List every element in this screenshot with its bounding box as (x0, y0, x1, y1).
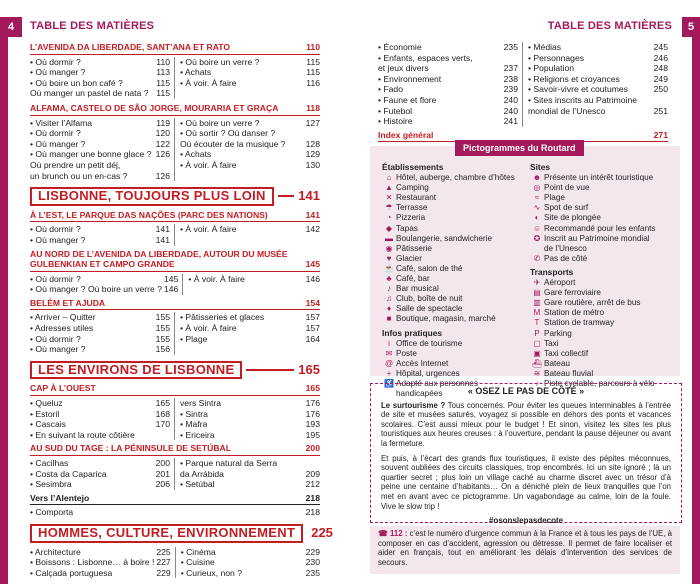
pictogram-entry (530, 203, 678, 213)
pictogram-icon: ♁ (534, 378, 540, 388)
pictogram-label: Adapté aux personnes (396, 378, 478, 388)
pictogram-icon: ✉ (385, 348, 393, 358)
pictogram-icon: ▲ (385, 183, 393, 193)
toc-entry[interactable]: • Sesimbra 206 (30, 479, 170, 490)
toc-entry[interactable]: • Futebol 240 (378, 105, 518, 116)
pictogram-icon: M (533, 308, 541, 318)
pictogram-label: Spot de surf (544, 203, 589, 213)
toc-entry[interactable]: • Adresses utiles 155 (30, 323, 170, 334)
pictogram-icon: ☕ (384, 263, 394, 273)
pictogram-label: Taxi collectif (544, 348, 589, 358)
toc-entries (30, 118, 320, 182)
toc-entry[interactable]: • Sites inscrits au Patrimoine (528, 94, 638, 105)
pictogram-label: Point de vue (544, 183, 590, 193)
pictogram-label: Terrasse (396, 203, 428, 213)
pictogram-icon: @ (384, 358, 394, 368)
pictogram-label: handicapées (396, 389, 443, 399)
pictogram-label: Bateau fluvial (544, 368, 594, 378)
toc-entry[interactable]: • Savoir-vivre et coutumes 250 (528, 84, 668, 95)
pictogram-entry (530, 254, 678, 264)
pictogram-label: Taxi (544, 338, 559, 348)
pictogram-entry (382, 339, 532, 349)
pictogram-label: Site de plongée (544, 213, 601, 223)
pictogram-icon: + (386, 368, 392, 378)
chapter-environs[interactable]: LES ENVIRONS DE LISBONNE 165 (30, 361, 320, 380)
osez-hashtag: #osonslepasdecote (488, 516, 564, 526)
pictogram-icon: ♫ (386, 294, 392, 304)
left-toc-column (30, 42, 333, 578)
pictogram-entry (382, 349, 532, 359)
toc-entry[interactable]: • Où dormir ? 155 (30, 333, 170, 344)
toc-entries (30, 547, 320, 579)
toc-entry[interactable]: • Où manger ? 156 (30, 344, 170, 355)
pictogram-icon: ☂ (385, 203, 393, 213)
toc-entry[interactable]: • Environnement 238 (378, 73, 518, 84)
pictogram-entry (530, 369, 678, 379)
pictogram-entry (530, 173, 678, 183)
pictogram-label: Recommandé pour les enfants (544, 223, 656, 233)
pictogram-icon: ⛴ (531, 358, 543, 368)
osez-paragraph-1: Le surtourisme ? Tous concernés. Pour éviter les queues interminables à l’entrée de site et musées saturés, voyagez si possible en dehors des ponts et vacances scolaires. C’est aussi mieux pour le budget ! Et sinon, visitez les sites les plus touristiques aux heures creuses : à l’ouverture, pendant la pause déjeuner ou avant la fermeture. (381, 400, 671, 448)
pictogram-entry (530, 359, 678, 369)
toc-entry[interactable]: • Plage 164 (180, 333, 320, 344)
toc-entry[interactable]: • Où dormir ? 145 (30, 273, 179, 284)
pictogram-label: de l’Unesco (544, 243, 587, 253)
pictogram-entry (530, 329, 678, 339)
toc-entry[interactable]: • Achats 129 (180, 149, 320, 160)
infos-heading: Infos pratiques (382, 327, 443, 338)
pictogram-label: Camping (396, 183, 429, 193)
pictogram-entry (382, 254, 532, 264)
toc-entry[interactable]: • Mafra 193 (180, 419, 320, 430)
toc-entry[interactable]: da Arrábida 209 (180, 468, 320, 479)
toc-entry[interactable]: • Où boire un bon café ? 115 (30, 77, 170, 88)
pictogram-entry (382, 274, 532, 284)
pictogram-icon: ◐ (534, 213, 540, 223)
right-page-header: TABLE DES MATIÈRES (547, 20, 672, 32)
etablissements-heading: Établissements (382, 162, 444, 172)
toc-entry[interactable]: vers Sintra 176 (180, 398, 320, 409)
toc-entry[interactable]: • À voir. À faire 130 (180, 159, 320, 170)
toc-entry[interactable]: et jeux divers 237 (378, 63, 518, 74)
pictogram-icon: ♣ (386, 274, 392, 284)
pictogram-entry (382, 234, 532, 244)
pictogram-label: Inscrit au Patrimoine mondial (544, 233, 650, 243)
urgence-box: ☎ 112 : c’est le numéro d’urgence commun à la France et à tous les pays de l’UE, à composer en cas d’accident, agression ou détresse. Il permet de faire localiser et aider en français, tout en améliorant les délais d’intervention des services de secours. (370, 526, 680, 574)
toc-entry[interactable]: • À voir. À faire 146 (188, 273, 320, 284)
pictogram-entry (530, 234, 678, 244)
pictogram-icon: ⌂ (386, 173, 392, 183)
urgence-label: ☎ 112 : (378, 529, 408, 538)
pictogram-entry (530, 308, 678, 318)
toc-section-setubal[interactable]: AU SUD DU TAGE : LA PÉNINSULE DE SETÚBAL 200 (30, 443, 320, 456)
pictogram-icon: ✪ (533, 233, 541, 243)
toc-entries (378, 42, 668, 127)
pictogram-label: Plage (544, 193, 565, 203)
osez-paragraph-2: Et puis, à l’écart des grands flux touristiques, il existe des pépites méconnues, souvent oubliées des circuits classiques, trop encombrés. Ici un site ignoré ; là un quartier secret ; plus loin un village caché au charme discret avec un trésor d’à peine une centaine d’habitants… On a déniché plein de lieux tranquilles que l’on met en avant avec ce pictogramme. Un vagabondage au calme, loin de la foule. Vive le slow trip ! (381, 453, 671, 511)
pictogram-entry (530, 318, 678, 328)
pictogram-label: Restaurant (396, 193, 437, 203)
pictogram-icon: ▥ (533, 298, 541, 308)
pictogram-entry (530, 349, 678, 359)
toc-section-alfama[interactable]: ALFAMA, CASTELO DE SÃO JORGE, MOURARIA ET GRAÇA 118 (30, 103, 320, 116)
pictogram-icon: ◆ (385, 223, 393, 233)
transports-heading: Transports (530, 266, 574, 277)
toc-entry[interactable]: • Queluz 165 (30, 398, 170, 409)
right-margin-strip (692, 36, 700, 584)
toc-entry[interactable]: • Médias 245 (528, 42, 668, 52)
picto-left-col (382, 162, 532, 399)
chapter-lisbonne-loin[interactable]: LISBONNE, TOUJOURS PLUS LOIN 141 (30, 187, 320, 206)
toc-entry[interactable]: un brunch ou un en-cas ? 126 (30, 170, 170, 181)
pictogram-entry (530, 224, 678, 234)
pictogram-label: Gare ferroviaire (544, 288, 601, 298)
toc-entry[interactable]: • Où manger ? 141 (30, 234, 170, 245)
sites-heading: Sites (530, 162, 551, 172)
pictogram-icon: ♪ (387, 284, 391, 294)
pictogram-entry (382, 294, 532, 304)
toc-entries (30, 57, 320, 99)
pictogram-icon: ▣ (533, 348, 541, 358)
pictogram-entry (382, 213, 532, 223)
pictogram-icon: ♿ (384, 378, 394, 388)
toc-entry[interactable]: • Visiter l’Alfama 119 (30, 117, 170, 128)
toc-entry[interactable]: • Calçada portuguesa 229 (30, 567, 171, 578)
toc-entry[interactable]: • Estoril 168 (30, 408, 170, 419)
pictogram-icon: P (534, 328, 540, 338)
pictogram-label: Glacier (396, 253, 422, 263)
toc-entry[interactable]: mondial de l’Unesco 251 (528, 105, 668, 116)
toc-entry[interactable]: • Où dormir ? 120 (30, 128, 170, 139)
toc-entries (30, 458, 320, 490)
pictogram-label: Boutique, magasin, marché (396, 314, 496, 324)
pictogram-entry (530, 298, 678, 308)
pictogram-label: Présente un intérêt touristique (544, 173, 654, 183)
toc-entry[interactable]: • Où dormir ? 141 (30, 224, 170, 235)
toc-entry[interactable]: • Comporta 218 (30, 507, 320, 518)
pictogram-label: Gare routière, arrêt de bus (544, 298, 641, 308)
pictogram-label: Bateau (544, 358, 570, 368)
toc-entry[interactable]: • Où sortir ? Où danser ? (180, 128, 276, 139)
toc-entry[interactable]: Où prendre un petit déj, (30, 159, 121, 170)
pictogram-label: Pas de côté (544, 253, 588, 263)
chapter-hommes[interactable]: HOMMES, CULTURE, ENVIRONNEMENT 225 (30, 524, 320, 543)
toc-entry[interactable]: • Où manger une bonne glace ? 126 (30, 149, 170, 160)
toc-entry[interactable]: • Où manger ? 122 (30, 138, 170, 149)
toc-section-gulbenkian[interactable]: AU NORD DE L’AVENIDA DA LIBERDADE, AUTOUR DU MUSÉE GULBENKIAN ET CAMPO GRANDE 145 (30, 249, 320, 272)
toc-entry[interactable]: • Parque natural da Serra (180, 458, 278, 468)
pictogram-entry (382, 244, 532, 254)
pictogram-label: Pâtisserie (396, 243, 432, 253)
pictogram-entry (382, 314, 532, 324)
pictogram-entry (530, 183, 678, 193)
toc-entries (30, 224, 320, 245)
pictogram-icon: ▬ (385, 233, 393, 243)
pictogram-icon: ✕ (385, 193, 393, 203)
pictogram-entry (382, 304, 532, 314)
pictogram-entry (530, 244, 678, 254)
pictogram-icon: i (388, 338, 390, 348)
pictogram-label: Tapas (396, 223, 418, 233)
toc-entry[interactable]: • Achats 115 (180, 67, 320, 78)
toc-entry[interactable]: • Religions et croyances 249 (528, 73, 668, 84)
left-margin-strip (0, 36, 8, 584)
toc-entry[interactable]: • Où manger ? 113 (30, 67, 170, 78)
pictogram-label: Parking (544, 328, 572, 338)
pictogram-icon: ♥ (386, 253, 392, 263)
pictogram-entry (530, 288, 678, 298)
pictogram-entry (382, 173, 532, 183)
toc-section-belem[interactable]: BELÉM ET AJUDA 154 (30, 298, 320, 311)
toc-entry[interactable]: • Fado 239 (378, 84, 518, 95)
pictogram-entry (382, 284, 532, 294)
toc-entry[interactable]: • Enfants, espaces verts, (378, 52, 473, 63)
toc-entry[interactable]: • Cuisine 230 (180, 557, 320, 568)
toc-entry[interactable]: • Pâtisseries et glaces 157 (180, 312, 320, 323)
toc-entry[interactable]: • Curieux, non ? 235 (180, 567, 320, 578)
toc-entry[interactable]: • Ericeira 195 (180, 429, 320, 440)
pictogram-label: Café, bar (396, 274, 430, 284)
toc-entry[interactable]: • Sintra 176 (180, 408, 320, 419)
toc-entry[interactable]: • À voir. À faire 157 (180, 323, 320, 334)
osez-box (370, 383, 682, 526)
pictogram-label: Accès Internet (396, 358, 449, 368)
toc-entry[interactable]: • À voir. À faire 116 (180, 77, 320, 88)
pictogram-entry (382, 203, 532, 213)
osez-title: « OSEZ LE PAS DE CÔTÉ » (467, 386, 585, 396)
toc-entry[interactable]: Où écouter de la musique ? 128 (180, 138, 320, 149)
pictogram-icon: ◎ (533, 183, 541, 193)
toc-section-cap[interactable]: CAP À L’OUEST 165 (30, 383, 320, 396)
pictogram-label: Pizzeria (396, 213, 426, 223)
pictogram-label: Salle de spectacle (396, 304, 463, 314)
pictogram-label: Aéroport (544, 278, 576, 288)
pictogram-entry (382, 359, 532, 369)
picto-right-col (530, 162, 678, 389)
index-general-link[interactable]: Index général 271 (378, 130, 668, 143)
pictogram-icon: ◔ (386, 213, 392, 223)
toc-entries (30, 507, 320, 518)
toc-entry[interactable]: • Arriver – Quitter 155 (30, 312, 170, 323)
toc-entries (30, 274, 320, 295)
pictogram-entry (382, 369, 532, 379)
pictogram-icon: ≈ (534, 193, 540, 203)
toc-entry[interactable]: • Où manger ? Où boire un verre ? 146 (30, 284, 179, 295)
pictogram-icon: ▤ (533, 288, 541, 298)
page-number-right: 5 (682, 17, 700, 37)
pictogram-label: Club, boîte de nuit (396, 294, 463, 304)
pictogram-icon: ♦ (386, 304, 392, 314)
pictogram-label: Bar musical (396, 284, 439, 294)
toc-entry[interactable]: • Faune et flore 240 (378, 94, 518, 105)
pictogram-entry (382, 224, 532, 234)
left-page-header: TABLE DES MATIÈRES (30, 20, 155, 32)
pictogram-icon: ≋ (533, 368, 541, 378)
toc-section-parque[interactable]: À L’EST, LE PARQUE DAS NAÇÕES (PARC DES NATIONS) 141 (30, 210, 320, 223)
pictogram-label: Station de métro (544, 308, 605, 318)
toc-entries (30, 398, 320, 440)
pictogram-icon: T (534, 318, 540, 328)
toc-section-liberdade[interactable]: L’AVENIDA DA LIBERDADE, SANT’ANA ET RATO 110 (30, 42, 320, 55)
pictogram-icon: ☻ (532, 173, 542, 183)
pictogram-entry (382, 264, 532, 274)
pictogram-entry (382, 193, 532, 203)
pictogrammes-title: Pictogrammes du Routard (455, 140, 584, 156)
toc-entry[interactable]: • Où dormir ? 110 (30, 56, 170, 67)
toc-entry[interactable]: • Population 248 (528, 63, 668, 74)
toc-entry[interactable]: • Histoire 241 (378, 116, 518, 127)
pictogram-entry (530, 213, 678, 223)
toc-entry[interactable]: • Où boire un verre ? 127 (180, 117, 320, 128)
pictogram-icon (530, 244, 544, 254)
pictogram-entry (382, 183, 532, 193)
pictogram-icon: ☺ (532, 223, 542, 233)
pictogram-label: Piste cyclable, parcours à vélo (544, 378, 655, 388)
pictogram-entry (530, 339, 678, 349)
pictogram-icon: ✆ (533, 253, 541, 263)
pictogram-label: Hôtel, auberge, chambre d’hôtes (396, 173, 515, 183)
toc-entry[interactable]: Où manger un pastel de nata ? 115 (30, 88, 170, 99)
pictogram-label: Café, salon de thé (396, 263, 463, 273)
page-number-left: 4 (0, 17, 22, 37)
toc-entry[interactable]: • Où boire un verre ? 115 (180, 56, 320, 67)
pictogram-label: Hôpital, urgences (396, 368, 460, 378)
pictogram-icon: ▢ (533, 338, 541, 348)
pictogram-label: Boulangerie, sandwicherie (396, 233, 493, 243)
toc-entry[interactable]: • Cascais 170 (30, 419, 170, 430)
toc-entry[interactable]: • Costa da Caparica 201 (30, 468, 170, 479)
pictogram-icon: ◉ (385, 243, 393, 253)
pictogram-label: Station de tramway (544, 318, 615, 328)
toc-entry[interactable]: • Cacilhas 200 (30, 458, 170, 468)
toc-entry[interactable]: • En suivant la route côtière (30, 429, 135, 440)
pictogram-entry (530, 193, 678, 203)
pictogram-label: Poste (396, 348, 417, 358)
toc-entries (30, 312, 320, 354)
pictogram-entry (530, 278, 678, 288)
toc-entry[interactable]: • Cinéma 229 (180, 546, 320, 557)
pictogram-label: Office de tourisme (396, 338, 463, 348)
pictogram-icon: ✈ (533, 278, 541, 288)
toc-entry[interactable]: • Setúbal 212 (180, 479, 320, 490)
toc-section-alentejo[interactable]: Vers l’Alentejo 218 (30, 493, 320, 506)
toc-entry[interactable]: • À voir. À faire 142 (180, 224, 320, 235)
pictogram-icon: ■ (386, 314, 392, 324)
toc-entry[interactable]: • Économie 235 (378, 42, 518, 52)
pictogram-icon: ∿ (533, 203, 541, 213)
toc-entry[interactable]: • Boissons : Lisbonne… à boire ! 227 (30, 557, 171, 568)
toc-entry[interactable]: • Architecture 225 (30, 546, 171, 557)
toc-entry[interactable]: • Personnages 246 (528, 52, 668, 63)
